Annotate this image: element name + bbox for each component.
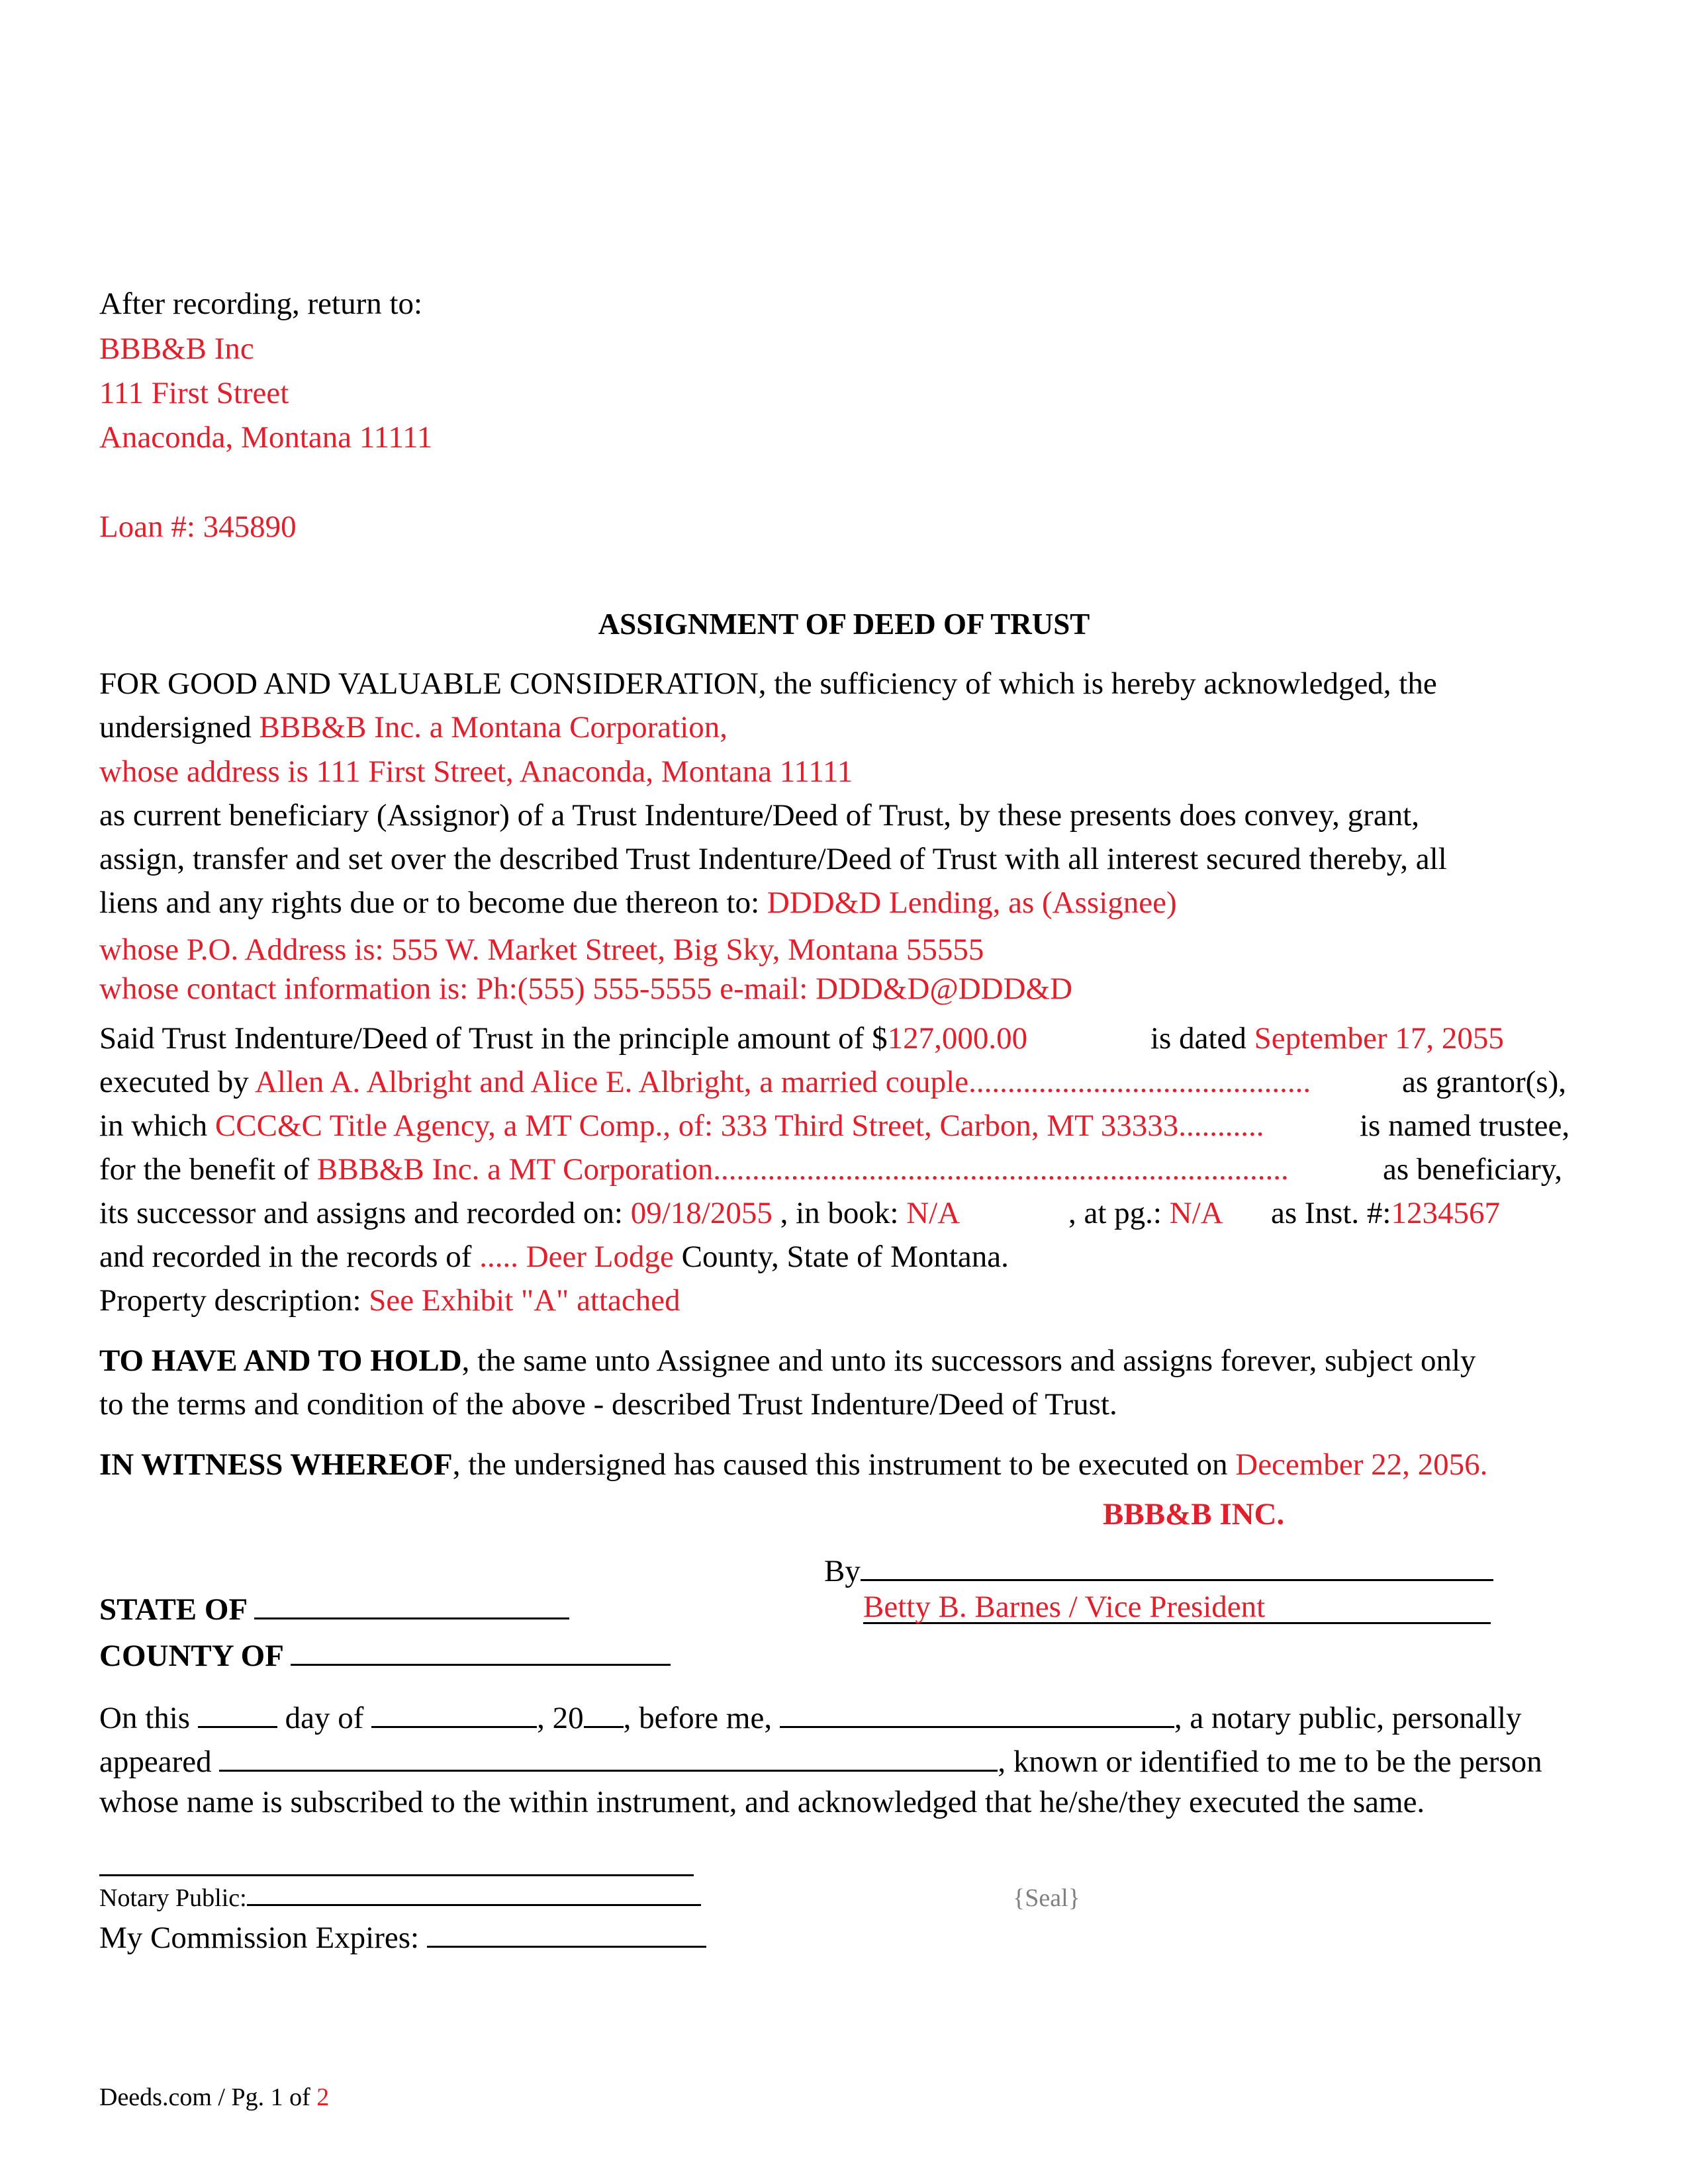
before-me-label: , before me, (623, 1701, 773, 1735)
notary-name-blank[interactable] (780, 1700, 1174, 1728)
property-description: See Exhibit "A" attached (369, 1283, 680, 1318)
county-line (99, 1637, 671, 1672)
consideration-line1: as current beneficiary (Assignor) of a Trust Indenture/Deed of Trust, by these presents does convey, grant, (99, 798, 1419, 833)
amount-label: Said Trust Indenture/Deed of Trust in the principle amount of $ (99, 1021, 888, 1056)
habendum-text1: , the same unto Assignee and unto its successors and assigns forever, subject only (461, 1343, 1476, 1378)
year-prefix: , 20 (537, 1701, 584, 1735)
commission-label: My Commission Expires: (99, 1921, 420, 1955)
return-heading: After recording, return to: (99, 287, 423, 321)
signer-name: Betty B. Barnes / Vice President (863, 1590, 1266, 1624)
notary-public-label: Notary Public: (99, 1884, 247, 1912)
footer-text: Deeds.com / Pg. 1 of (99, 2083, 310, 2111)
state-line (99, 1591, 569, 1625)
seal-placeholder: {Seal} (1013, 1884, 1080, 1912)
property-label: Property description: (99, 1283, 361, 1318)
property-line (99, 1285, 680, 1316)
page-footer (99, 2085, 329, 2110)
grantor-suffix: as grantor(s), (1402, 1065, 1566, 1099)
assignee-name: DDD&D Lending, as (Assignee) (767, 886, 1177, 920)
witness-heading: IN WITNESS WHEREOF (99, 1447, 453, 1482)
signature-blank[interactable] (861, 1553, 1493, 1581)
assignor-address: whose address is 111 First Street, Anaconda, Montana 11111 (99, 754, 853, 789)
by-label: By (824, 1554, 861, 1588)
assignee-line (99, 887, 1177, 919)
assignor-name: BBB&B Inc. a Montana Corporation, (259, 710, 728, 745)
notary-line2 (99, 1743, 1542, 1778)
appeared-label: appeared (99, 1745, 212, 1779)
known-text: , known or identified to me to be the person (998, 1745, 1542, 1779)
notary-public-blank[interactable] (247, 1901, 701, 1906)
book-label: , in book: (780, 1196, 899, 1230)
undersigned-line (99, 712, 727, 743)
return-city: Anaconda, Montana 11111 (99, 420, 433, 455)
day-of-label: day of (285, 1701, 364, 1735)
habendum-line1 (99, 1345, 1476, 1377)
signer-name-line (863, 1592, 1491, 1624)
amount-line (99, 1023, 1027, 1054)
assignee-address: whose P.O. Address is: 555 W. Market Street, Big Sky, Montana 55555 (99, 933, 984, 967)
records-label: and recorded in the records of (99, 1240, 472, 1274)
recording-line (99, 1198, 960, 1229)
signature-line (824, 1553, 1493, 1587)
consideration-line2: assign, transfer and set over the described Trust Indenture/Deed of Trust with all interest secured thereby, all (99, 842, 1447, 876)
state-blank[interactable] (254, 1591, 569, 1619)
page-number: N/A (1169, 1196, 1223, 1230)
commission-blank[interactable] (427, 1943, 706, 1948)
beneficiary-suffix: as beneficiary, (1383, 1152, 1562, 1187)
consideration-intro: FOR GOOD AND VALUABLE CONSIDERATION, the sufficiency of which is hereby acknowledged, the (99, 666, 1437, 701)
loan-number: Loan #: 345890 (99, 510, 297, 544)
county-name: ..... Deer Lodge (479, 1240, 674, 1274)
appeared-blank[interactable] (219, 1743, 998, 1772)
habendum-line2: to the terms and condition of the above - described Trust Indenture/Deed of Trust. (99, 1387, 1117, 1422)
trustee-suffix: is named trustee, (1360, 1109, 1570, 1143)
principal-amount: 127,000.00 (887, 1021, 1028, 1056)
beneficiary-name: BBB&B Inc. a MT Corporation.......................................................................... (316, 1152, 1289, 1187)
return-name: BBB&B Inc (99, 332, 254, 366)
instrument-number: 1234567 (1391, 1196, 1500, 1230)
month-blank[interactable] (371, 1700, 537, 1728)
grantor-line (99, 1067, 1311, 1098)
inst-label: as Inst. #: (1271, 1196, 1391, 1230)
notary-closing: whose name is subscribed to the within instrument, and acknowledged that he/she/they executed the same. (99, 1785, 1425, 1819)
page-ref (1068, 1198, 1223, 1229)
notary-public-line (99, 1886, 701, 1911)
deed-date: September 17, 2055 (1254, 1021, 1504, 1056)
day-blank[interactable] (198, 1700, 277, 1728)
company-signature-name: BBB&B INC. (1103, 1497, 1285, 1531)
dated-label: is dated (1150, 1021, 1246, 1056)
executed-label: executed by (99, 1065, 249, 1099)
grantor-names: Allen A. Albright and Alice E. Albright, a married couple............................................ (254, 1065, 1311, 1099)
county-label: COUNTY OF (99, 1639, 283, 1673)
notary-signature-line[interactable] (99, 1874, 694, 1876)
return-street: 111 First Street (99, 376, 289, 410)
records-line (99, 1242, 1009, 1273)
book-number: N/A (906, 1196, 961, 1230)
county-suffix: County, State of Montana. (681, 1240, 1009, 1274)
instrument-ref (1271, 1198, 1500, 1229)
assignee-contact: whose contact information is: Ph:(555) 555-5555 e-mail: DDD&D@DDD&D (99, 972, 1073, 1006)
witness-text: , the undersigned has caused this instrument to be executed on (452, 1447, 1228, 1482)
trustee-line (99, 1111, 1264, 1142)
recorded-label: its successor and assigns and recorded on: (99, 1196, 623, 1230)
benefit-label: for the benefit of (99, 1152, 310, 1187)
beneficiary-line (99, 1154, 1289, 1185)
total-pages: 2 (316, 2083, 330, 2111)
year-blank[interactable] (584, 1700, 624, 1728)
trustee-name: CCC&C Title Agency, a MT Comp., of: 333 Third Street, Carbon, MT 33333........... (214, 1109, 1264, 1143)
page-label: , at pg.: (1068, 1196, 1162, 1230)
document-title: ASSIGNMENT OF DEED OF TRUST (598, 608, 1090, 641)
notary-public-text: , a notary public, personally (1174, 1701, 1522, 1735)
county-blank[interactable] (291, 1637, 671, 1666)
state-label: STATE OF (99, 1592, 247, 1627)
undersigned-label: undersigned (99, 710, 252, 745)
consideration-line3: liens and any rights due or to become due thereon to: (99, 886, 760, 920)
recorded-date: 09/18/2055 (630, 1196, 773, 1230)
witness-line (99, 1449, 1487, 1480)
notary-line1 (99, 1700, 1522, 1734)
commission-line (99, 1923, 706, 1954)
dated-line (1150, 1023, 1504, 1054)
execution-date: December 22, 2056. (1235, 1447, 1488, 1482)
in-which-label: in which (99, 1109, 208, 1143)
on-this-label: On this (99, 1701, 191, 1735)
habendum-heading: TO HAVE AND TO HOLD (99, 1343, 462, 1378)
